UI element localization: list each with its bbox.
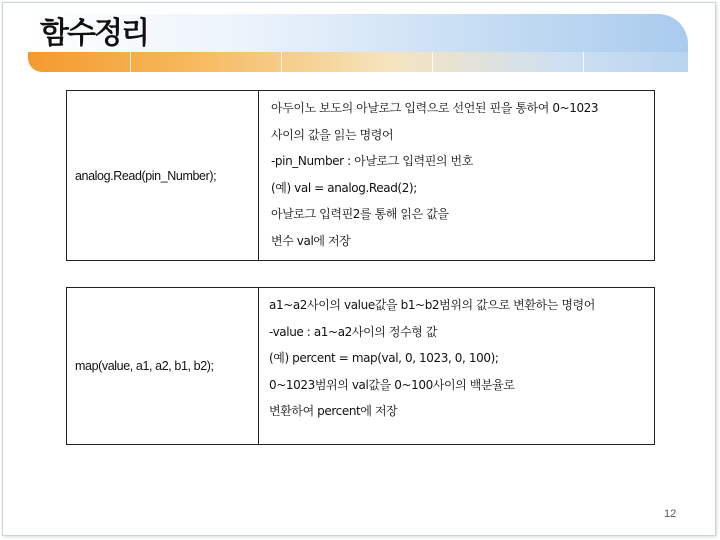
function-description [259,91,654,260]
description-line: 아두이노 보도의 아날로그 입력으로 선언된 핀을 통하여 0~1023 [271,101,599,115]
definition-table-analog-read [66,90,655,261]
slide-frame [2,2,716,536]
header-accent-strip [28,52,688,72]
slide-title: 함수정리 [40,16,148,51]
description-line: (예) percent = map(val, 0, 1023, 0, 100); [269,351,499,365]
function-signature: analog.Read(pin_Number); [67,91,259,260]
description-line: (예) val = analog.Read(2); [271,180,417,195]
function-description [259,288,654,444]
strip-divider [432,52,433,72]
strip-divider [281,52,282,72]
function-signature: map(value, a1, a2, b1, b2); [67,288,259,444]
strip-divider [130,52,131,72]
description-line: -value : a1~a2사이의 정수형 값 [269,324,438,339]
definition-table-map [66,287,655,445]
description-line: 변수 val에 저장 [271,233,351,248]
description-line: 0~1023범위의 val값을 0~100사이의 백분율로 [269,377,515,392]
strip-divider [583,52,584,72]
description-line: a1~a2사이의 value값을 b1~b2범위의 값으로 변환하는 명령어 [269,298,595,312]
description-line: 아날로그 입력핀2를 통해 읽은 값을 [271,207,449,221]
description-line: 사이의 값을 읽는 명령어 [271,127,394,142]
page-number: 12 [664,508,677,520]
description-line: 변환하여 percent에 저장 [269,404,398,418]
description-line: -pin_Number : 아날로그 입력핀의 번호 [271,154,473,168]
